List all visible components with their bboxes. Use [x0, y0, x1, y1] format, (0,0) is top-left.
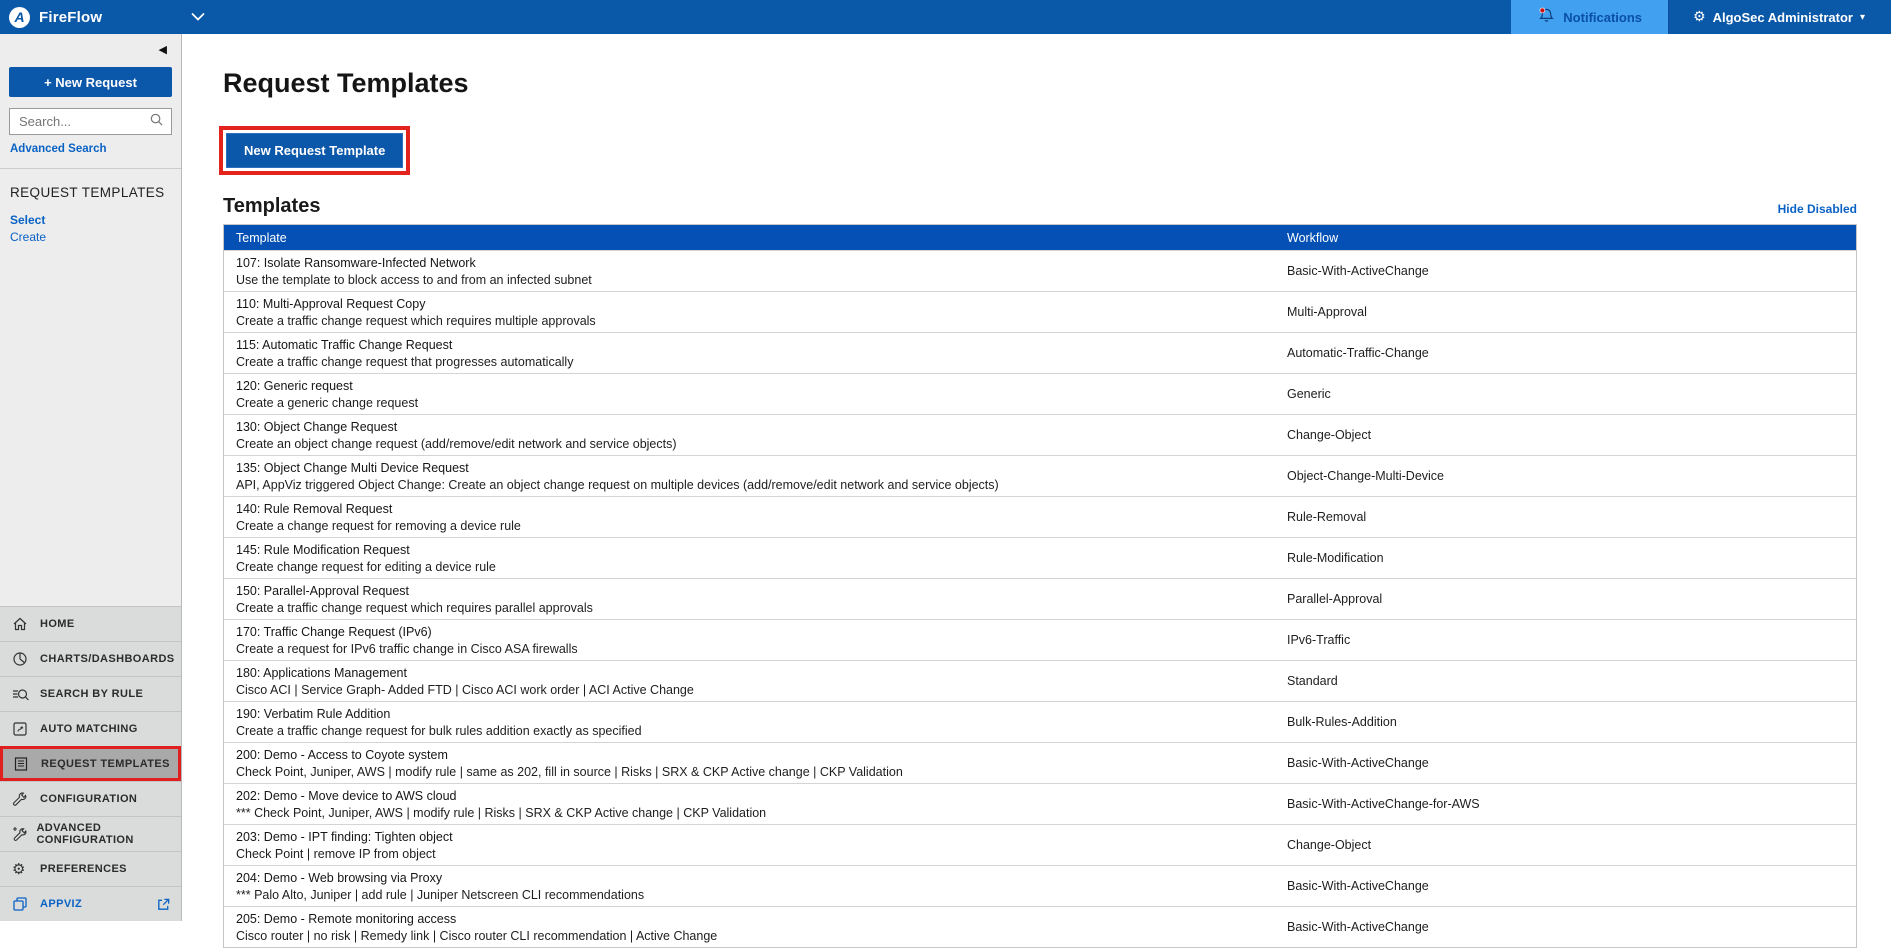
workflow-value: IPv6-Traffic: [1287, 633, 1351, 647]
workflow-value: Change-Object: [1287, 838, 1372, 852]
table-row[interactable]: [224, 332, 1856, 373]
auto-matching-icon: [12, 721, 40, 737]
template-description: Create change request for editing a device rule: [236, 560, 496, 574]
templates-heading: Templates: [223, 195, 321, 217]
user-menu[interactable]: [1668, 0, 1891, 34]
brand: [0, 7, 102, 28]
workflow-value: Multi-Approval: [1287, 305, 1367, 319]
preferences-gear-icon: ⚙: [12, 859, 26, 878]
external-link-icon: [156, 897, 171, 912]
user-label: AlgoSec Administrator: [1712, 9, 1853, 25]
template-title[interactable]: 145: Rule Modification Request: [236, 543, 410, 557]
template-title[interactable]: 203: Demo - IPT finding: Tighten object: [236, 830, 453, 844]
sidebar-item-preferences[interactable]: ⚙ PREFERENCES: [0, 851, 181, 886]
main-content: [182, 34, 1891, 943]
template-title[interactable]: 135: Object Change Multi Device Request: [236, 461, 469, 475]
template-title[interactable]: 115: Automatic Traffic Change Request: [236, 338, 453, 352]
sidebar-item-charts-dashboards[interactable]: CHARTS/DASHBOARDS: [0, 641, 181, 676]
template-description: Check Point, Juniper, AWS | modify rule | same as 202, fill in source | Risks | SRX & CKP Active change | CKP Validation: [236, 765, 903, 779]
templates-table: [223, 224, 1857, 948]
table-row[interactable]: [224, 291, 1856, 332]
sidebar-item-configuration[interactable]: CONFIGURATION: [0, 781, 181, 816]
template-description: Create a traffic change request for bulk rules addition exactly as specified: [236, 724, 642, 738]
table-row[interactable]: [224, 578, 1856, 619]
workflow-value: Automatic-Traffic-Change: [1287, 346, 1429, 360]
workflow-value: Standard: [1287, 674, 1338, 688]
table-row[interactable]: [224, 906, 1856, 947]
sidebar-section-title: REQUEST TEMPLATES: [10, 185, 165, 200]
caret-down-icon: ▾: [1859, 11, 1865, 23]
appviz-icon: [12, 896, 40, 912]
sidebar-nav: [0, 606, 181, 921]
workflow-value: Parallel-Approval: [1287, 592, 1383, 606]
new-request-button[interactable]: + New Request: [9, 67, 172, 97]
template-title[interactable]: 190: Verbatim Rule Addition: [236, 707, 391, 721]
sidebar-item-appviz[interactable]: APPVIZ: [0, 886, 181, 921]
workflow-value: Basic-With-ActiveChange: [1287, 879, 1429, 893]
workflow-value: Basic-With-ActiveChange: [1287, 920, 1429, 934]
gear-icon: ⚙: [1693, 9, 1706, 25]
template-description: Create an object change request (add/remove/edit network and service objects): [236, 437, 677, 451]
table-row[interactable]: [224, 824, 1856, 865]
table-row[interactable]: [224, 865, 1856, 906]
sidebar-divider: [0, 168, 181, 169]
search-icon[interactable]: [149, 112, 164, 132]
workflow-value: Basic-With-ActiveChange: [1287, 264, 1429, 278]
table-row[interactable]: [224, 701, 1856, 742]
template-description: Cisco ACI | Service Graph- Added FTD | Cisco ACI work order | ACI Active Change: [236, 683, 694, 697]
template-title[interactable]: 110: Multi-Approval Request Copy: [236, 297, 426, 311]
template-description: Use the template to block access to and from an infected subnet: [236, 273, 592, 287]
table-row[interactable]: [224, 537, 1856, 578]
template-description: API, AppViz triggered Object Change: Create an object change request on multiple devices (add/remove/edit network and service objects): [236, 478, 999, 492]
column-header-template[interactable]: Template: [236, 230, 287, 245]
collapse-sidebar-icon[interactable]: ◀: [158, 43, 167, 56]
table-row[interactable]: [224, 414, 1856, 455]
search-box: [9, 108, 172, 135]
template-description: Create a traffic change request which requires parallel approvals: [236, 601, 593, 615]
table-row[interactable]: [224, 455, 1856, 496]
home-icon: [12, 616, 40, 632]
search-input[interactable]: [17, 113, 149, 130]
sidebar: [0, 34, 182, 921]
request-templates-icon: [13, 756, 41, 772]
template-description: Create a change request for removing a device rule: [236, 519, 521, 533]
top-bar: [0, 0, 1891, 34]
template-title[interactable]: 202: Demo - Move device to AWS cloud: [236, 789, 457, 803]
template-description: Create a request for IPv6 traffic change in Cisco ASA firewalls: [236, 642, 578, 656]
template-title[interactable]: 170: Traffic Change Request (IPv6): [236, 625, 432, 639]
table-row[interactable]: [224, 660, 1856, 701]
template-description: Create a traffic change request which requires multiple approvals: [236, 314, 596, 328]
bell-icon: [1537, 7, 1556, 27]
table-header: [224, 225, 1856, 250]
template-title[interactable]: 205: Demo - Remote monitoring access: [236, 912, 457, 926]
wrench-icon: [12, 791, 40, 807]
sidebar-item-auto-matching[interactable]: AUTO MATCHING: [0, 711, 181, 746]
app-title: FireFlow: [39, 8, 103, 26]
template-title[interactable]: 130: Object Change Request: [236, 420, 398, 434]
advanced-search-link[interactable]: Advanced Search: [10, 143, 107, 155]
template-title[interactable]: 180: Applications Management: [236, 666, 407, 680]
notifications-button[interactable]: [1511, 0, 1668, 34]
notifications-label: Notifications: [1563, 9, 1643, 25]
table-row[interactable]: [224, 783, 1856, 824]
sidebar-item-advanced-configuration[interactable]: ADVANCED CONFIGURATION: [0, 816, 181, 851]
advanced-wrench-icon: [12, 826, 36, 842]
template-description: *** Palo Alto, Juniper | add rule | Juniper Netscreen CLI recommendations: [236, 888, 645, 902]
algosec-logo-icon: A: [9, 7, 30, 28]
template-description: Create a generic change request: [236, 396, 419, 410]
workflow-value: Rule-Removal: [1287, 510, 1367, 524]
page-title: Request Templates: [223, 68, 469, 98]
sidebar-link-select[interactable]: Select: [10, 213, 46, 227]
column-header-workflow[interactable]: Workflow: [1287, 230, 1339, 245]
template-title[interactable]: 140: Rule Removal Request: [236, 502, 393, 516]
workflow-value: Basic-With-ActiveChange-for-AWS: [1287, 797, 1480, 811]
workflow-value: Basic-With-ActiveChange: [1287, 756, 1429, 770]
sidebar-item-home[interactable]: HOME: [0, 606, 181, 641]
template-title[interactable]: 150: Parallel-Approval Request: [236, 584, 410, 598]
template-description: Create a traffic change request that progresses automatically: [236, 355, 574, 369]
template-description: Check Point | remove IP from object: [236, 847, 436, 861]
table-row[interactable]: [224, 496, 1856, 537]
sidebar-item-request-templates[interactable]: REQUEST TEMPLATES: [0, 746, 181, 781]
workflow-value: Rule-Modification: [1287, 551, 1384, 565]
hide-disabled-link[interactable]: Hide Disabled: [1777, 202, 1857, 216]
highlight-annotation: [219, 126, 410, 175]
new-request-template-button[interactable]: New Request Template: [226, 133, 403, 168]
workflow-value: Bulk-Rules-Addition: [1287, 715, 1397, 729]
template-description: Cisco router | no risk | Remedy link | Cisco router CLI recommendation | Active Change: [236, 929, 718, 943]
table-row[interactable]: [224, 619, 1856, 660]
table-row[interactable]: [224, 373, 1856, 414]
workflow-value: Generic: [1287, 387, 1331, 401]
template-title[interactable]: 120: Generic request: [236, 379, 353, 393]
table-row[interactable]: [224, 742, 1856, 783]
sidebar-link-create[interactable]: Create: [10, 230, 47, 244]
workflow-value: Change-Object: [1287, 428, 1372, 442]
template-description: *** Check Point, Juniper, AWS | modify rule | Risks | SRX & CKP Active change | CKP Validation: [236, 806, 767, 820]
chevron-down-icon[interactable]: [190, 12, 206, 22]
template-title[interactable]: 107: Isolate Ransomware-Infected Network: [236, 256, 476, 270]
template-title[interactable]: 204: Demo - Web browsing via Proxy: [236, 871, 443, 885]
search-rule-icon: [12, 686, 40, 702]
template-title[interactable]: 200: Demo - Access to Coyote system: [236, 748, 448, 762]
pie-chart-icon: [12, 651, 40, 667]
table-row[interactable]: [224, 250, 1856, 291]
workflow-value: Object-Change-Multi-Device: [1287, 469, 1445, 483]
sidebar-item-search-by-rule[interactable]: SEARCH BY RULE: [0, 676, 181, 711]
